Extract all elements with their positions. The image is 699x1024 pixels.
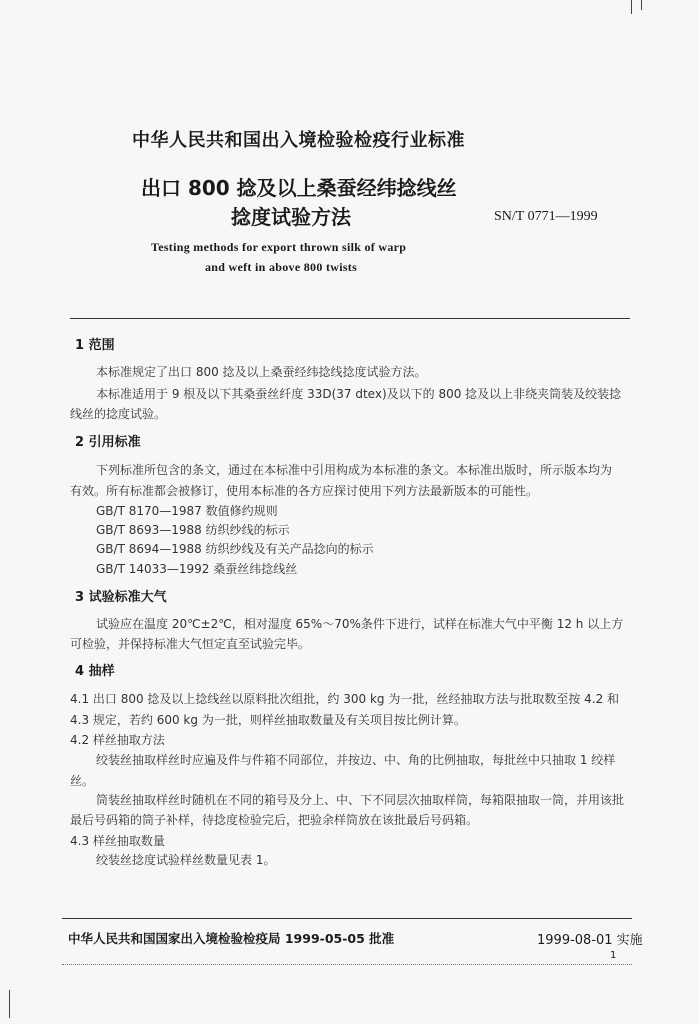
clause-4-2-para1-line1: 绞装丝抽取样丝时应遍及件与件箱不同部位，并按边、中、角的比例抽取，每批丝中只抽取 1 绞样 xyxy=(96,753,616,767)
org-standard-title: 中华人民共和国出入境检验检疫行业标准 xyxy=(132,130,465,151)
section-1-para2-line2: 线丝的捻度试验。 xyxy=(70,407,167,421)
reference-item: GB/T 8693—1988 纺织纱线的标示 xyxy=(96,523,290,537)
page-number: 1 xyxy=(610,950,617,961)
section-4-heading: 4 抽样 xyxy=(75,664,115,679)
section-3-para1-line1: 试验应在温度 20℃±2℃，相对湿度 65%～70%条件下进行，试样在标准大气中平衡 12 h 以上方 xyxy=(96,617,624,631)
document-title: 出口 800 捻及以上桑蚕经纬捻线丝 xyxy=(141,176,457,200)
section-1-para1: 本标准规定了出口 800 捻及以上桑蚕经纬捻线捻度试验方法。 xyxy=(96,365,427,379)
section-2-para1-line1: 下列标准所包含的条文，通过在本标准中引用构成为本标准的条文。本标准出版时，所示版本均为 xyxy=(96,463,613,477)
scan-mark xyxy=(9,990,10,1018)
reference-item: GB/T 8170—1987 数值修约规则 xyxy=(96,504,278,518)
clause-4-2-heading: 4.2 样丝抽取方法 xyxy=(70,733,165,747)
footer-dotted-line xyxy=(62,964,632,965)
english-title-line1: Testing methods for export thrown silk of warp xyxy=(151,240,407,254)
section-2-para1-line2: 有效。所有标准都会被修订，使用本标准的各方应探讨使用下列方法最新版本的可能性。 xyxy=(70,484,539,498)
scan-mark xyxy=(641,0,642,10)
section-1-heading: 1 范围 xyxy=(75,338,115,353)
section-2-heading: 2 引用标准 xyxy=(75,435,141,450)
clause-4-3-para: 绞装丝捻度试验样丝数量见表 1。 xyxy=(96,853,276,867)
reference-item: GB/T 14033—1992 桑蚕丝纬捻线丝 xyxy=(96,562,298,576)
english-title-line2: and weft in above 800 twists xyxy=(205,260,358,274)
clause-4-1-line1: 4.1 出口 800 捻及以上捻线丝以原料批次组批，约 300 kg 为一批，丝经抽取方法与批取数至按 4.2 和 xyxy=(70,692,620,706)
reference-item: GB/T 8694—1988 纺织纱线及有关产品捻向的标示 xyxy=(96,542,374,556)
issuer-approval: 中华人民共和国国家出入境检验检疫局 1999-05-05 批准 xyxy=(68,931,395,946)
implementation-date: 1999-08-01 实施 xyxy=(537,933,643,948)
section-1-para2-line1: 本标准适用于 9 根及以下其桑蚕丝纤度 33D(37 dtex)及以下的 800 捻及以上非绕夹筒装及绞装捻 xyxy=(96,387,622,401)
clause-4-2-para2-line2: 最后号码箱的筒子补样，待捻度检验完后，把验余样筒放在该批最后号码箱。 xyxy=(70,813,479,827)
section-3-para1-line2: 可检验，并保持标准大气恒定直至试验完毕。 xyxy=(70,637,311,651)
header-rule xyxy=(70,318,630,319)
clause-4-2-para2-line1: 筒装丝抽取样丝时随机在不同的箱号及分上、中、下不同层次抽取样筒，每箱限抽取一筒，并用该批 xyxy=(96,793,625,807)
footer-rule xyxy=(62,918,632,919)
clause-4-2-para1-line2: 丝。 xyxy=(70,774,95,788)
clause-4-3-heading: 4.3 样丝抽取数量 xyxy=(70,834,165,848)
section-3-heading: 3 试验标准大气 xyxy=(75,590,167,605)
standard-number: SN/T 0771—1999 xyxy=(494,209,598,224)
document-subtitle: 捻度试验方法 xyxy=(231,205,351,229)
scan-mark xyxy=(631,0,632,14)
clause-4-1-line2: 4.3 规定，若约 600 kg 为一批，则样丝抽取数量及有关项目按比例计算。 xyxy=(70,713,466,727)
